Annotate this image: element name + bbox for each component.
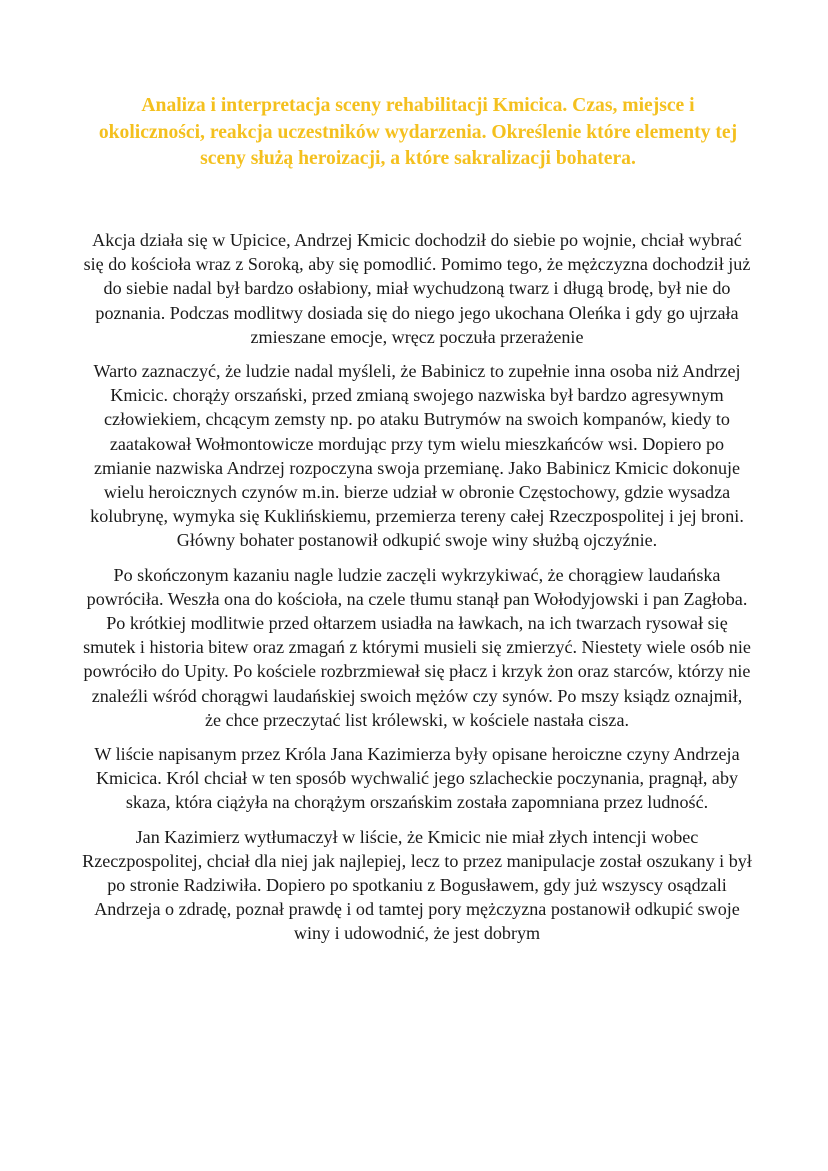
document-body: [82, 228, 752, 956]
document-title: Analiza i interpretacja sceny rehabilitacji Kmicica. Czas, miejsce i okoliczności, reakcja uczestników wydarzenia. Określenie które elementy tej sceny służą heroizacji, a które sakralizacji bohatera.: [98, 95, 738, 169]
paragraph: W liście napisanym przez Króla Jana Kazimierza były opisane heroiczne czyny Andrzeja Kmicica. Król chciał w ten sposób wychwalić jego szlacheckie poczynania, pragnął, aby skaza, która ciążyła na chorążym orszańskim została zapomniana przez ludność.: [94, 744, 740, 813]
paragraph: Warto zaznaczyć, że ludzie nadal myśleli, że Babinicz to zupełnie inna osoba niż Andrzej Kmicic. chorąży orszański, przed zmianą swojego nazwiska był bardzo agresywnym człowiekiem, chcącym zemsty np. po ataku Butrymów na swoich kompanów, kiedy to zaatakował Wołmontowicze mordując przy tym wielu mieszkańców wsi. Dopiero po zmianie nazwiska Andrzej rozpoczyna swoja przemianę. Jako Babinicz Kmicic dokonuje wielu heroicznych czynów m.in. bierze udział w obronie Częstochowy, gdzie wysadza kolubrynę, wymyka się Kuklińskiemu, przemierza tereny całej Rzeczpospolitej i jej broni. Główny bohater postanowił odkupić swoje winy służbą ojczyźnie.: [90, 361, 744, 551]
paragraph: Akcja działa się w Upicice, Andrzej Kmicic dochodził do siebie po wojnie, chciał wybrać się do kościoła wraz z Soroką, aby się pomodlić. Pomimo tego, że mężczyzna dochodził już do siebie nadal był bardzo osłabiony, miał wychudzoną twarz i długą brodę, był nie do poznania. Podczas modlitwy dosiada się do niego jego ukochana Oleńka i gdy go ujrzała zmieszane emocje, wręcz poczuła przerażenie: [83, 230, 751, 347]
paragraph: Jan Kazimierz wytłumaczył w liście, że Kmicic nie miał złych intencji wobec Rzeczpospolitej, chciał dla niej jak najlepiej, lecz to przez manipulacje został oszukany i był po stronie Radziwiła. Dopiero po spotkaniu z Bogusławem, gdy już wszyscy osądzali Andrzeja o zdradę, poznał prawdę i od tamtej pory mężczyzna postanowił odkupić swoje winy i udowodnić, że jest dobrym: [82, 826, 752, 944]
paragraph: Po skończonym kazaniu nagle ludzie zaczęli wykrzykiwać, że chorągiew laudańska powróciła. Weszła ona do kościoła, na czele tłumu stanął pan Wołodyjowski i pan Zagłoba. Po krótkiej modlitwie przed ołtarzem usiadła na ławkach, na ich twarzach rysował się smutek i historia bitew oraz zmagań z którymi musieli się zmierzyć. Niestety wiele osób nie powróciło do Upity. Po kościele rozbrzmiewał się płacz i krzyk żon oraz starców, którzy nie znaleźli wśród chorągwi laudańskiej swoich mężów czy synów. Po mszy ksiądz oznajmił, że chce przeczytać list królewski, w kościele nastała cisza.: [83, 564, 751, 730]
